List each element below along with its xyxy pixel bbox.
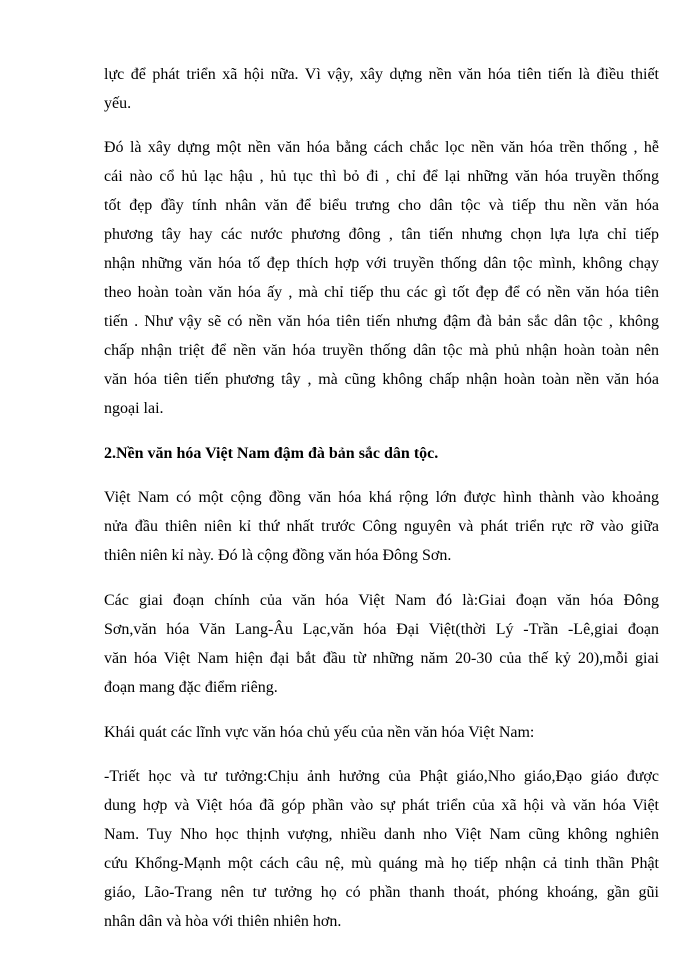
text-line: thiên niên kỉ này. Đó là cộng đồng văn hóa Đông Sơn. — [104, 547, 452, 564]
text-line: chấp nhận triệt để nền văn hóa truyền thống dân tộc mà phủ nhận hoàn toàn nên — [104, 342, 659, 359]
text-line: tốt đẹp đầy tính nhân văn để biểu trưng cho dân tộc và tiếp thu nền văn hóa — [104, 197, 659, 214]
text-line: tiến . Như vậy sẽ có nền văn hóa tiên tiến nhưng đậm đà bản sắc dân tộc , không — [104, 313, 659, 330]
text-line: theo hoàn toàn văn hóa ấy , mà chỉ tiếp thu các gì tốt đẹp để có nền văn hóa tiên — [104, 284, 659, 301]
text-line: nhân dân và hòa với thiên nhiên hơn. — [104, 913, 342, 930]
text-line: văn hóa Việt Nam hiện đại bắt đầu từ những năm 20-30 của thế kỷ 20),mỗi giai — [104, 650, 659, 667]
text-line: Các giai đoạn chính của văn hóa Việt Nam đó là:Giai đoạn văn hóa Đông — [104, 592, 659, 609]
text-line: Sơn,văn hóa Văn Lang-Âu Lạc,văn hóa Đại Việt(thời Lý -Trần -Lê,giai đoạn — [104, 621, 659, 638]
text-line: Việt Nam có một cộng đồng văn hóa khá rộng lớn được hình thành vào khoảng — [104, 489, 659, 506]
text-line: Đó là xây dựng một nền văn hóa bằng cách chắc lọc nền văn hóa trền thống , hễ — [104, 139, 659, 156]
text-line: ngoại lai. — [104, 400, 164, 417]
section-heading: 2.Nền văn hóa Việt Nam đậm đà bản sắc dân tộc. — [104, 445, 439, 462]
text-line: phương tây hay các nước phương đông , tân tiến nhưng chọn lựa lựa chỉ tiếp — [104, 226, 659, 243]
text-line: yếu. — [104, 95, 132, 112]
text-line: nửa đầu thiên niên kỉ thứ nhất trước Công nguyên và phát triển rực rỡ vào giữa — [104, 518, 659, 535]
text-line: nhận những văn hóa tố đẹp thích hợp với truyền thống dân tộc mình, không chạy — [104, 255, 659, 272]
text-line: đoạn mang đặc điểm riêng. — [104, 679, 278, 696]
text-line: văn hóa tiên tiến phương tây , mà cũng không chấp nhận hoàn toàn nền văn hóa — [104, 371, 659, 388]
text-line: Khái quát các lĩnh vực văn hóa chủ yếu của nền văn hóa Việt Nam: — [104, 724, 535, 741]
text-line: lực để phát triển xã hội nữa. Vì vậy, xây dựng nền văn hóa tiên tiến là điều thiết — [104, 66, 659, 83]
text-line: giáo, Lão-Trang nên tư tưởng họ có phần thanh thoát, phóng khoáng, gần gũi — [104, 884, 659, 901]
text-line: Nam. Tuy Nho học thịnh vượng, nhiều danh nho Việt Nam cũng không nghiên — [104, 826, 659, 843]
text-line: -Triết học và tư tưởng:Chịu ảnh hưởng của Phật giáo,Nho giáo,Đạo giáo được — [104, 768, 659, 785]
text-line: cứu Khổng-Mạnh một cách câu nệ, mù quáng mà họ tiếp nhận cả tinh thần Phật — [104, 855, 659, 872]
text-line: dung hợp và Việt hóa đã góp phần vào sự phát triển của xã hội và văn hóa Việt — [104, 797, 659, 814]
text-line: cái nào cổ hủ lạc hậu , hủ tục thì bỏ đi , chỉ để lại những văn hóa truyền thống — [104, 168, 659, 185]
